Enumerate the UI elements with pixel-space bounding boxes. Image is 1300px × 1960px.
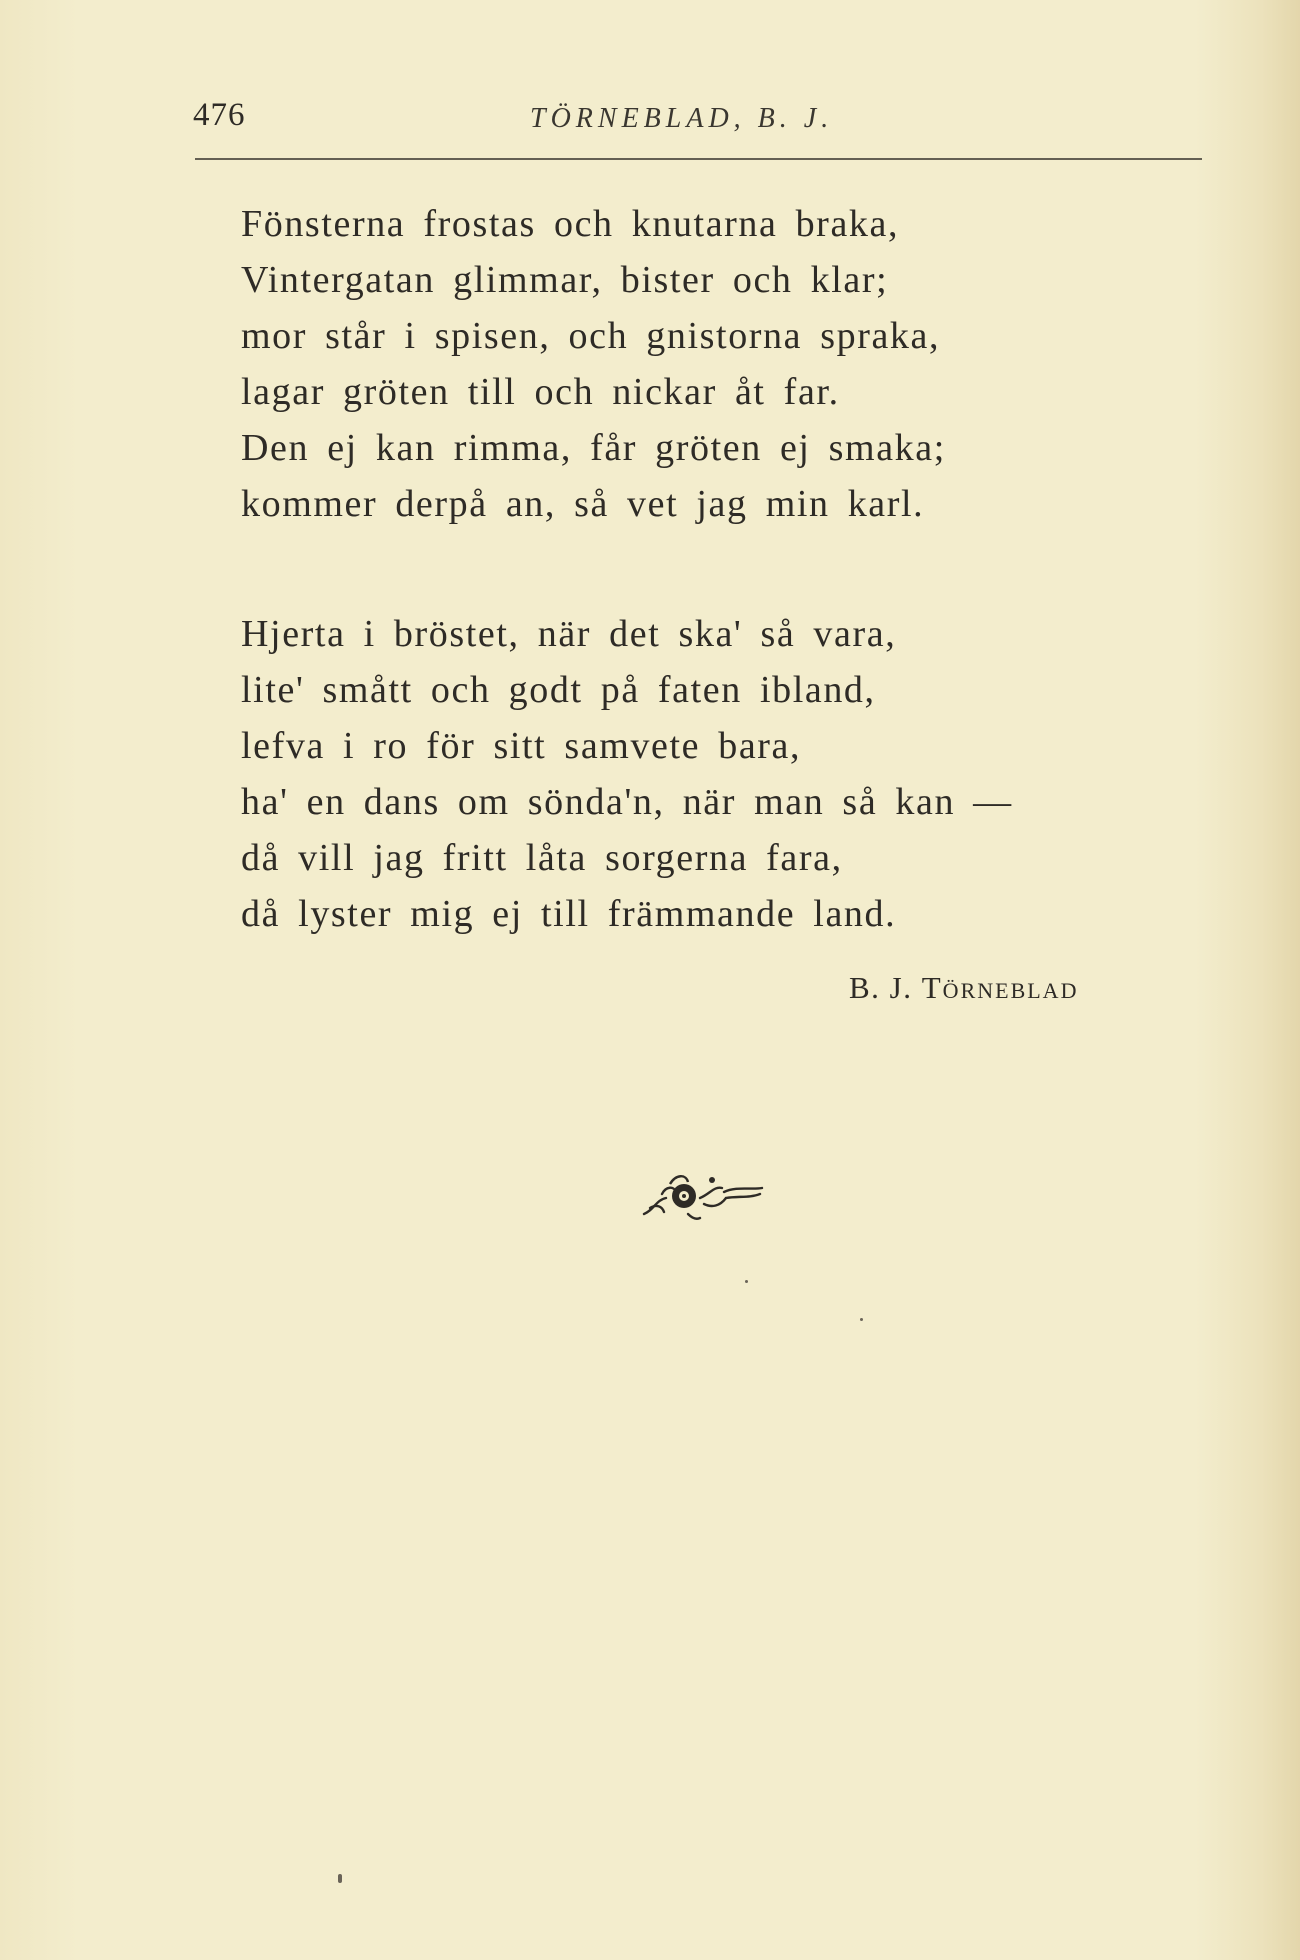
floral-ornament-icon bbox=[640, 1164, 766, 1224]
verse-line: Hjerta i bröstet, när det ska' så vara, bbox=[241, 613, 897, 655]
author-signature bbox=[849, 970, 1078, 1006]
paper-speck bbox=[338, 1874, 342, 1883]
paper-speck bbox=[860, 1318, 863, 1321]
verse-line: kommer derpå an, så vet jag min karl. bbox=[241, 483, 925, 525]
verse-line: lagar gröten till och nickar åt far. bbox=[241, 371, 840, 413]
verse-line: Vintergatan glimmar, bister och klar; bbox=[241, 259, 889, 301]
header-rule bbox=[195, 158, 1202, 160]
author-surname: Törneblad bbox=[921, 970, 1079, 1005]
verse-line: mor står i spisen, och gnistorna spraka, bbox=[241, 315, 941, 357]
verse-line: Fönsterna frostas och knutarna braka, bbox=[241, 203, 900, 245]
page-number: 476 bbox=[193, 97, 246, 133]
verse-line: lefva i ro för sitt samvete bara, bbox=[241, 725, 802, 767]
verse-line: Den ej kan rimma, får gröten ej smaka; bbox=[241, 427, 946, 469]
stanza-2 bbox=[241, 606, 1013, 942]
verse-line: då vill jag fritt låta sorgerna fara, bbox=[241, 837, 843, 879]
verse-line: ha' en dans om sönda'n, när man så kan — bbox=[241, 781, 1013, 823]
verse-line: då lyster mig ej till främmande land. bbox=[241, 893, 897, 935]
verse-line: lite' smått och godt på faten ibland, bbox=[241, 669, 876, 711]
running-head: TÖRNEBLAD, B. J. bbox=[530, 103, 834, 134]
stanza-1 bbox=[241, 196, 946, 532]
author-initials: B. J. bbox=[849, 970, 913, 1005]
paper-speck bbox=[745, 1280, 748, 1283]
